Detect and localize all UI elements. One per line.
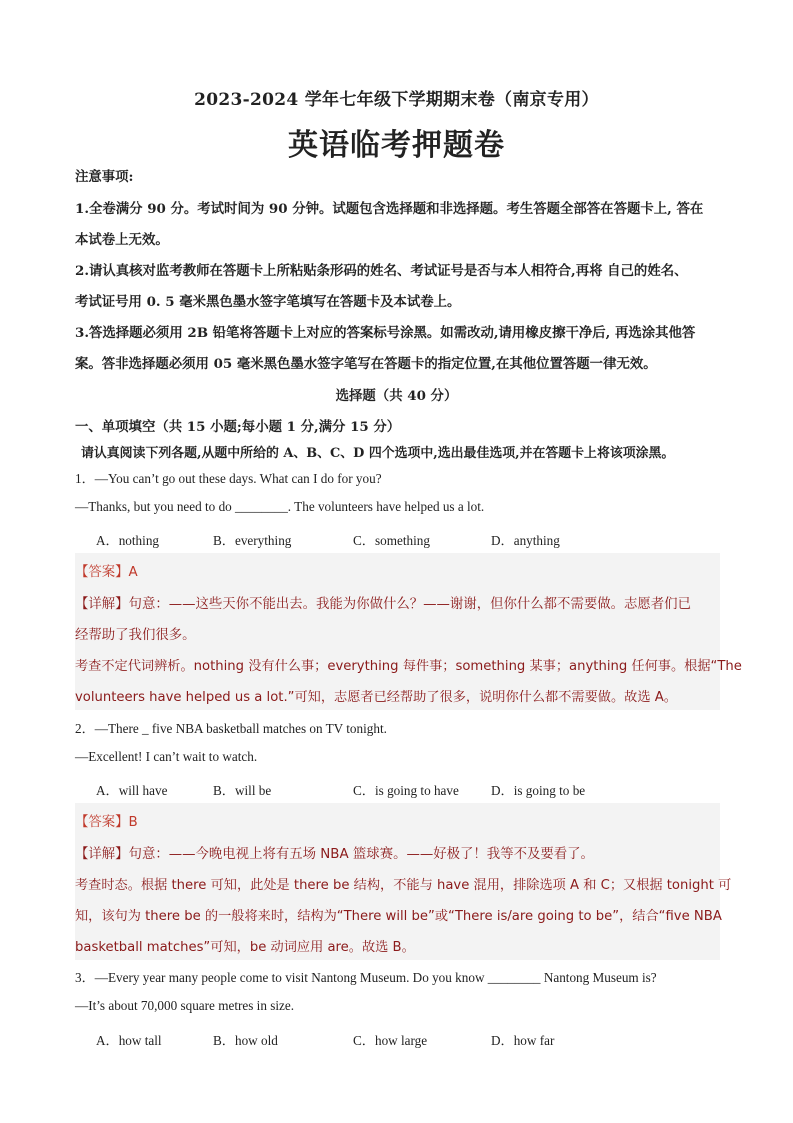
question-2-line-2: —Excellent! I can’t wait to watch. [75, 749, 258, 764]
question-3-option-a: A．how tall [96, 1033, 162, 1048]
question-1-line-2: —Thanks, but you need to do ________. The volunteers have helped us a lot. [75, 499, 485, 514]
question-1-answer: 【答案】A [75, 565, 138, 580]
question-2-explanation-line-1: 考查时态。根据 there 可知，此处是 there be 结构，不能与 have 混用，排除选项 A 和 C；又根据 tonight 可 [75, 878, 732, 893]
question-1-line-1: 1．—You can’t go out these days. What can I do for you? [75, 471, 382, 486]
question-3-option-b: B．how old [213, 1033, 278, 1048]
notice-item-1-line-2: 本试卷上无效。 [75, 232, 169, 248]
question-2-detail-line-1: 【详解】句意：——今晚电视上将有五场 NBA 篮球赛。——好极了！我等不及要看了。 [75, 847, 594, 862]
notice-item-2-line-2: 考试证号用 0. 5 毫米黑色墨水签字笔填写在答题卡及本试卷上。 [75, 294, 461, 310]
question-1-option-b: B．everything [213, 533, 292, 548]
notice-item-3-line-1: 3.答选择题必须用 2B 铅笔将答题卡上对应的答案标号涂黑。如需改动,请用橡皮擦干净后, 再选涂其他答 [75, 325, 696, 341]
question-3-line-1: 3．—Every year many people come to visit Nantong Museum. Do you know ________ Nantong Museum is? [75, 970, 657, 985]
question-2-explanation-line-2: 知，该句为 there be 的一般将来时，结构为“There will be”或“There is/are going to be”，结合“five NBA [75, 909, 722, 924]
question-2-option-d: D．is going to be [491, 783, 586, 798]
question-2-line-1: 2．—There _ five NBA basketball matches on TV tonight. [75, 721, 387, 736]
question-2-option-c: C．is going to have [353, 783, 459, 798]
question-2-explanation-line-3: basketball matches”可知，be 动词应用 are。故选 B。 [75, 940, 415, 955]
notice-item-2-line-1: 2.请认真核对监考教师在答题卡上所粘贴条形码的姓名、考试证号是否与本人相符合,再将 自己的姓名、 [75, 263, 688, 279]
question-1-option-a: A．nothing [96, 533, 160, 548]
part-heading: 一、单项填空（共 15 小题;每小题 1 分,满分 15 分） [75, 419, 401, 435]
exam-subtitle: 英语临考押题卷 [288, 128, 505, 163]
exam-title: 2023-2024 学年七年级下学期期末卷（南京专用） [194, 90, 599, 110]
question-2-option-b: B．will be [213, 783, 272, 798]
question-1-explanation-line-1: 考查不定代词辨析。nothing 没有什么事；everything 每件事；something 某事；anything 任何事。根据“The [75, 659, 742, 674]
question-1-option-c: C．something [353, 533, 430, 548]
question-1-explanation-line-2: volunteers have helped us a lot.”可知，志愿者已经帮助了很多，说明你什么都不需要做。故选 A。 [75, 690, 677, 705]
notice-heading: 注意事项: [75, 169, 134, 185]
question-1-option-d: D．anything [491, 533, 560, 548]
question-1-detail-line-1: 【详解】句意：——这些天你不能出去。我能为你做什么？——谢谢，但你什么都不需要做。志愿者们已 [75, 597, 691, 612]
question-3-line-2: —It’s about 70,000 square metres in size. [75, 998, 295, 1013]
question-2-option-a: A．will have [96, 783, 168, 798]
question-2-answer: 【答案】B [75, 815, 138, 830]
part-instruction: 请认真阅读下列各题,从题中所给的 A、B、C、D 四个选项中,选出最佳选项,并在答题卡上将该项涂黑。 [81, 446, 675, 461]
question-3-option-c: C．how large [353, 1033, 428, 1048]
question-3-option-d: D．how far [491, 1033, 555, 1048]
question-1-detail-line-2: 经帮助了我们很多。 [75, 628, 196, 643]
section-title: 选择题（共 40 分） [335, 388, 458, 404]
notice-item-1-line-1: 1.全卷满分 90 分。考试时间为 90 分钟。试题包含选择题和非选择题。考生答题全部答在答题卡上, 答在 [75, 201, 704, 217]
notice-item-3-line-2: 案。答非选择题必须用 05 毫米黑色墨水签字笔写在答题卡的指定位置,在其他位置答题一律无效。 [75, 356, 657, 372]
